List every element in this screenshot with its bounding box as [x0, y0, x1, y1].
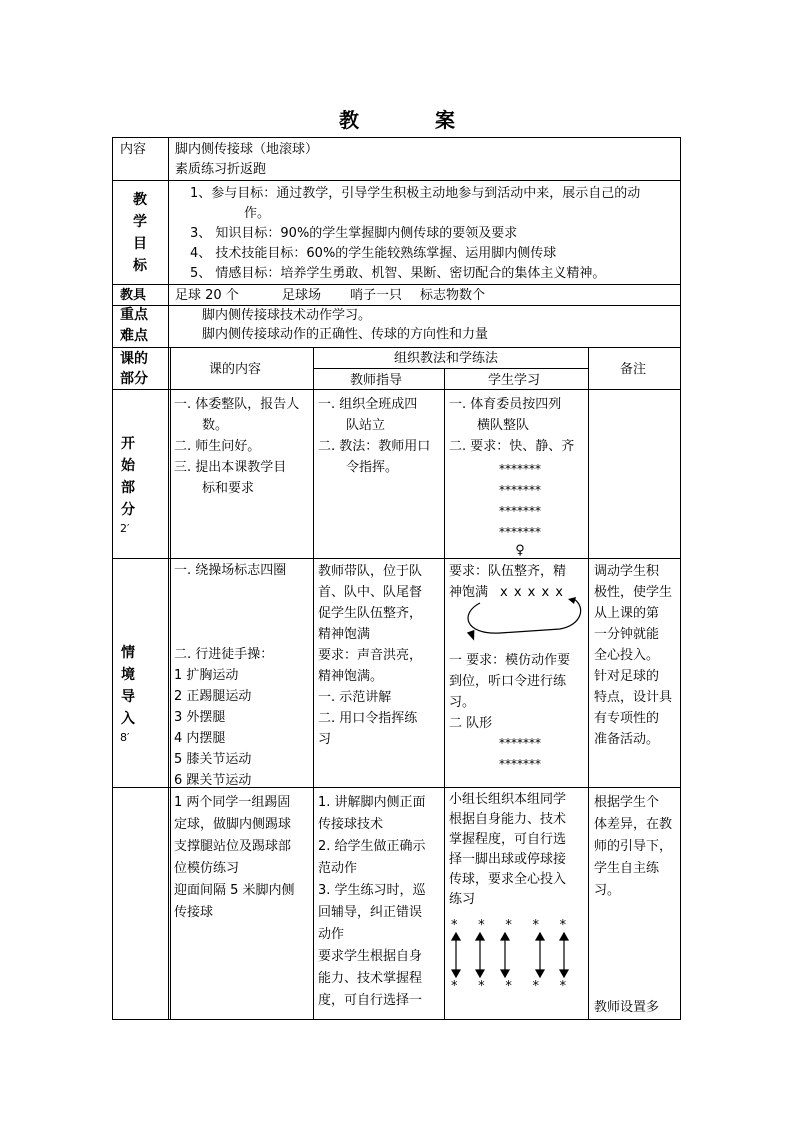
section3-teacher: 1. 讲解脚内侧正面 传接球技术 2. 给学生做正确示 范动作 3. 学生练习时，巡 回辅导，纠正错误 动作 要求学生根据自身 能力、技术掌握程 度，可自行选择一	[318, 795, 426, 1008]
lesson-plan-table	[112, 137, 681, 1020]
section2-time: 8′	[120, 731, 130, 744]
section2-note: 调动学生积 极性，使学生 从上课的第 一分钟就能 全心投入。 针对足球的 特点，设计具 有专项性的 准备活动。	[594, 564, 673, 747]
title-left-char: 教	[339, 108, 359, 132]
section3-student: 小组长组织本组同学 根据自身能力、技术 掌握程度，可自行选 择一脚出球或停球接 传球，要求全心投入 练习	[449, 792, 567, 907]
header-content: 课的内容	[209, 362, 262, 377]
section2-label: 情 境 导 入	[121, 645, 135, 727]
section2-teacher: 教师带队，位于队 首、队中、队尾督 促学生队伍整齐， 精神饱满 要求：声音洪亮， 精神饱满。 一. 示范讲解 二. 用口令指挥练 习	[318, 564, 423, 747]
goal-3: 3、 知识目标：90%的学生掌握脚内侧传球的要领及要求	[190, 226, 518, 241]
content-label: 内容	[120, 142, 147, 157]
goal-1-cont: 作。	[244, 206, 271, 221]
content-line1: 脚内侧传接球（地滚球）	[175, 142, 319, 157]
section1-student: 一. 体育委员按四列 横队整队 二. 要求：快、静、齐	[449, 397, 575, 454]
section2-student-a: 要求：队伍整齐，精 神饱满	[449, 564, 567, 600]
circuit-arrow-icon	[460, 595, 588, 647]
teacher-position-icon: ♀	[515, 543, 525, 558]
content-line2: 素质练习折返跑	[175, 162, 267, 177]
section2-formation: ******* *******	[499, 736, 541, 771]
section1-formation: ******* ******* ******* ******* ♀	[490, 459, 550, 559]
page-title	[0, 104, 794, 133]
section3-note: 根据学生个 体差异，在教 师的引导下， 学生自主练 习。	[594, 795, 673, 898]
title-right-char: 案	[435, 108, 455, 132]
header-note: 备注	[620, 362, 647, 377]
part-label-1: 课的	[120, 351, 148, 367]
header-method: 组织教法和学练法	[394, 351, 499, 366]
pass-arrows-icon	[449, 932, 587, 978]
section3-note-bottom: 教师设置多	[594, 1000, 660, 1015]
key-point-line: 脚内侧传接球技术动作学习。	[202, 308, 372, 323]
section1-content: 一. 体委整队，报告人 数。 二. 师生问好。 三. 提出本课教学目 标和要求	[174, 397, 300, 496]
key-label: 重点	[120, 307, 148, 323]
section3-stars-bottom: * * * * *	[451, 979, 567, 994]
section3-content: 1 两个同学一组踢固 定球，做脚内侧踢球 支撑腿站位及踢球部 位模仿练习 迎面间隔 5 米脚内侧 传接球	[174, 795, 295, 920]
equipment-label: 教具	[120, 288, 147, 303]
goal-1: 1、参与目标：通过教学，引导学生积极主动地参与到活动中来，展示自己的动	[190, 186, 641, 201]
section2-student-b: 一 要求：模仿动作要 到位，听口令进行练 习。 二 队形	[449, 653, 571, 731]
difficulty-label: 难点	[120, 328, 148, 344]
section2-content-a: 一. 绕操场标志四圈	[174, 563, 287, 578]
section1-teacher: 一. 组织全班成四 队站立 二. 教法：教师用口 令指挥。	[318, 397, 431, 475]
difficulty-line: 脚内侧传接球动作的正确性、传球的方向性和力量	[202, 327, 489, 342]
section2-runner-line: x x x x x	[500, 585, 564, 600]
part-label-2: 部分	[120, 371, 148, 387]
section1-time: 2′	[120, 522, 130, 535]
section1-label: 开 始 部 分	[121, 436, 135, 518]
section3-stars-top: * * * * *	[451, 918, 567, 933]
equipment-ball: 足球 20 个	[175, 288, 239, 303]
equipment-markers: 标志物数个	[420, 288, 486, 303]
equipment-whistle: 哨子一只	[350, 288, 403, 303]
goal-4: 4、 技术技能目标：60%的学生能较熟练掌握、运用脚内侧传球	[190, 246, 557, 261]
section2-content-b: 二. 行进徒手操： 1 扩胸运动 2 正踢腿运动 3 外摆腿 4 内摆腿 5 膝关节运动 6 踝关节运动	[174, 647, 274, 788]
equipment-field: 足球场	[282, 288, 322, 303]
header-teacher: 教师指导	[350, 373, 403, 388]
header-student: 学生学习	[488, 373, 541, 388]
goals-label: 教 学 目 标	[133, 192, 147, 274]
goal-5: 5、 情感目标：培养学生勇敢、机智、果断、密切配合的集体主义精神。	[190, 266, 606, 281]
